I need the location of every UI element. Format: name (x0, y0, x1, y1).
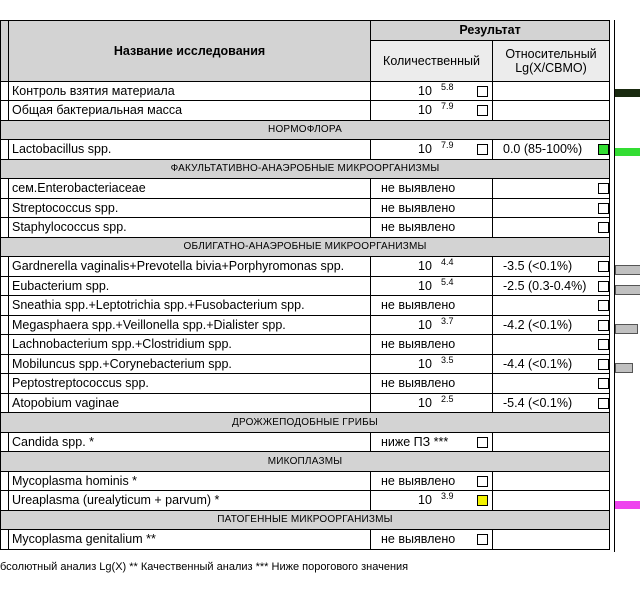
indicator-bar (615, 363, 633, 373)
quantitative-checkbox (477, 437, 488, 448)
result-exponent: 4.4 (441, 257, 454, 267)
relative-result (493, 393, 610, 413)
indicator-sidebar (614, 20, 640, 552)
quantitative-result (371, 140, 493, 160)
test-name: Peptostreptococcus spp. (9, 374, 371, 394)
quantitative-result (371, 354, 493, 374)
relative-checkbox (598, 203, 609, 214)
quantitative-result (371, 374, 493, 394)
relative-result (493, 335, 610, 355)
relative-checkbox (598, 398, 609, 409)
test-name: Streptococcus spp. (9, 198, 371, 218)
result-base: 10 (418, 278, 432, 293)
name-column-header: Название исследования (9, 21, 371, 82)
relative-value: -2.5 (0.3-0.4%) (503, 278, 587, 293)
relative-result (493, 179, 610, 199)
test-name: Atopobium vaginae (9, 393, 371, 413)
result-exponent: 3.9 (441, 491, 454, 501)
report (0, 20, 609, 550)
section-header (1, 510, 610, 530)
quantitative-result (371, 530, 493, 550)
quantitative-checkbox (477, 144, 488, 155)
relative-result (493, 140, 610, 160)
row-index (1, 179, 9, 199)
quantitative-checkbox (477, 86, 488, 97)
test-name: сем.Enterobacteriaceae (9, 179, 371, 199)
row-index (1, 315, 9, 335)
row-index (1, 276, 9, 296)
relative-result (493, 81, 610, 101)
result-text: не выявлено (381, 298, 456, 312)
test-name: Lachnobacterium spp.+Clostridium spp. (9, 335, 371, 355)
relative-value: -4.2 (<0.1%) (503, 317, 573, 332)
row-index (1, 140, 9, 160)
test-name: Megasphaera spp.+Veillonella spp.+Dialister spp. (9, 315, 371, 335)
row-index (1, 335, 9, 355)
test-name: Eubacterium spp. (9, 276, 371, 296)
quantitative-checkbox (477, 495, 488, 506)
result-base: 10 (418, 103, 432, 117)
relative-result (493, 101, 610, 121)
test-name: Ureaplasma (urealyticum + parvum) * (9, 491, 371, 511)
quantitative-result (371, 198, 493, 218)
row-index (1, 374, 9, 394)
result-exponent: 7.9 (441, 140, 454, 150)
quantitative-checkbox (477, 534, 488, 545)
results-table (0, 20, 610, 550)
test-name: Mobiluncus spp.+Corynebacterium spp. (9, 354, 371, 374)
quantitative-result (371, 335, 493, 355)
table-row (1, 296, 610, 316)
section-header (1, 120, 610, 140)
table-row (1, 393, 610, 413)
table-row (1, 140, 610, 160)
test-name: Контроль взятия материала (9, 81, 371, 101)
quantitative-result (371, 218, 493, 238)
relative-checkbox (598, 300, 609, 311)
relative-result (493, 257, 610, 277)
relative-checkbox (598, 144, 609, 155)
result-exponent: 5.4 (441, 276, 454, 287)
result-text: не выявлено (381, 473, 456, 488)
relative-result (493, 198, 610, 218)
relative-result (493, 296, 610, 316)
test-name: Gardnerella vaginalis+Prevotella bivia+Porphyromonas spp. (9, 257, 371, 277)
relative-result (493, 374, 610, 394)
table-row (1, 354, 610, 374)
row-index (1, 491, 9, 511)
test-name: Общая бактериальная масса (9, 101, 371, 121)
relative-checkbox (598, 281, 609, 292)
section-header (1, 237, 610, 257)
quantitative-result (371, 101, 493, 121)
indicator-bar (615, 265, 640, 275)
result-base: 10 (418, 395, 432, 410)
relative-checkbox (598, 320, 609, 331)
indicator-bar (615, 148, 640, 156)
table-row (1, 471, 610, 491)
row-index (1, 432, 9, 452)
relative-value: 0.0 (85-100%) (503, 142, 583, 156)
test-name: Sneathia spp.+Leptotrichia spp.+Fusobacterium spp. (9, 296, 371, 316)
relative-value: -5.4 (<0.1%) (503, 395, 573, 410)
row-index (1, 81, 9, 101)
table-row (1, 101, 610, 121)
relative-checkbox (598, 359, 609, 370)
table-row (1, 218, 610, 238)
results-body (1, 81, 610, 549)
index-header (1, 21, 9, 82)
table-row (1, 81, 610, 101)
quantitative-result (371, 491, 493, 511)
section-label: ОБЛИГАТНО-АНАЭРОБНЫЕ МИКРООРГАНИЗМЫ (1, 237, 610, 257)
result-text: не выявлено (381, 532, 456, 546)
result-base: 10 (418, 142, 432, 156)
row-index (1, 530, 9, 550)
test-name: Staphylococcus spp. (9, 218, 371, 238)
result-text: не выявлено (381, 337, 456, 351)
quantitative-checkbox (477, 105, 488, 116)
relative-result (493, 491, 610, 511)
quantitative-result (371, 315, 493, 335)
test-name: Mycoplasma hominis * (9, 471, 371, 491)
relative-column-header: Относительный Lg(X/СВМО) (493, 40, 610, 81)
row-index (1, 471, 9, 491)
indicator-bar (615, 324, 638, 334)
result-exponent: 2.5 (441, 393, 454, 404)
relative-checkbox (598, 261, 609, 272)
quantitative-result (371, 179, 493, 199)
section-header (1, 159, 610, 179)
section-label: ФАКУЛЬТАТИВНО-АНАЭРОБНЫЕ МИКРООРГАНИЗМЫ (1, 159, 610, 179)
table-row (1, 315, 610, 335)
table-row (1, 335, 610, 355)
footnote: бсолютный анализ Lg(X) ** Качественный анализ *** Ниже порогового значения (0, 561, 409, 573)
section-label: НОРМОФЛОРА (1, 120, 610, 140)
result-text: ниже ПЗ *** (381, 434, 449, 449)
quantitative-result (371, 276, 493, 296)
relative-result (493, 530, 610, 550)
row-index (1, 296, 9, 316)
section-header (1, 413, 610, 433)
relative-checkbox (598, 222, 609, 233)
table-row (1, 276, 610, 296)
table-row (1, 432, 610, 452)
result-exponent: 5.8 (441, 81, 454, 92)
relative-result (493, 315, 610, 335)
indicator-bar (615, 89, 640, 97)
result-base: 10 (418, 83, 432, 98)
result-text: не выявлено (381, 200, 456, 215)
result-header: Результат (371, 21, 610, 41)
relative-result (493, 432, 610, 452)
section-label: ДРОЖЖЕПОДОБНЫЕ ГРИБЫ (1, 413, 610, 433)
indicator-bar (615, 285, 640, 295)
relative-result (493, 471, 610, 491)
result-base: 10 (418, 259, 432, 273)
row-index (1, 257, 9, 277)
quantitative-result (371, 257, 493, 277)
table-row (1, 198, 610, 218)
relative-value: -4.4 (<0.1%) (503, 356, 573, 371)
row-index (1, 393, 9, 413)
relative-result (493, 276, 610, 296)
table-row (1, 374, 610, 394)
relative-checkbox (598, 183, 609, 194)
row-index (1, 354, 9, 374)
table-row (1, 179, 610, 199)
row-index (1, 198, 9, 218)
test-name: Candida spp. * (9, 432, 371, 452)
result-text: не выявлено (381, 220, 456, 234)
result-base: 10 (418, 317, 432, 332)
result-exponent: 3.7 (441, 315, 454, 326)
result-base: 10 (418, 356, 432, 371)
section-header (1, 452, 610, 472)
table-row (1, 491, 610, 511)
relative-result (493, 354, 610, 374)
relative-value: -3.5 (<0.1%) (503, 259, 573, 273)
result-text: не выявлено (381, 376, 456, 390)
table-row (1, 257, 610, 277)
quantitative-column-header: Количественный (371, 40, 493, 81)
result-exponent: 3.5 (441, 354, 454, 365)
quantitative-result (371, 471, 493, 491)
row-index (1, 101, 9, 121)
section-label: ПАТОГЕННЫЕ МИКРООРГАНИЗМЫ (1, 510, 610, 530)
quantitative-checkbox (477, 476, 488, 487)
indicator-bar (615, 501, 640, 509)
test-name: Lactobacillus spp. (9, 140, 371, 160)
relative-result (493, 218, 610, 238)
quantitative-result (371, 432, 493, 452)
relative-checkbox (598, 378, 609, 389)
quantitative-result (371, 296, 493, 316)
result-exponent: 7.9 (441, 101, 454, 111)
result-text: не выявлено (381, 181, 456, 195)
test-name: Mycoplasma genitalium ** (9, 530, 371, 550)
result-base: 10 (418, 493, 432, 507)
relative-checkbox (598, 339, 609, 350)
section-label: МИКОПЛАЗМЫ (1, 452, 610, 472)
table-row (1, 530, 610, 550)
quantitative-result (371, 393, 493, 413)
quantitative-result (371, 81, 493, 101)
row-index (1, 218, 9, 238)
